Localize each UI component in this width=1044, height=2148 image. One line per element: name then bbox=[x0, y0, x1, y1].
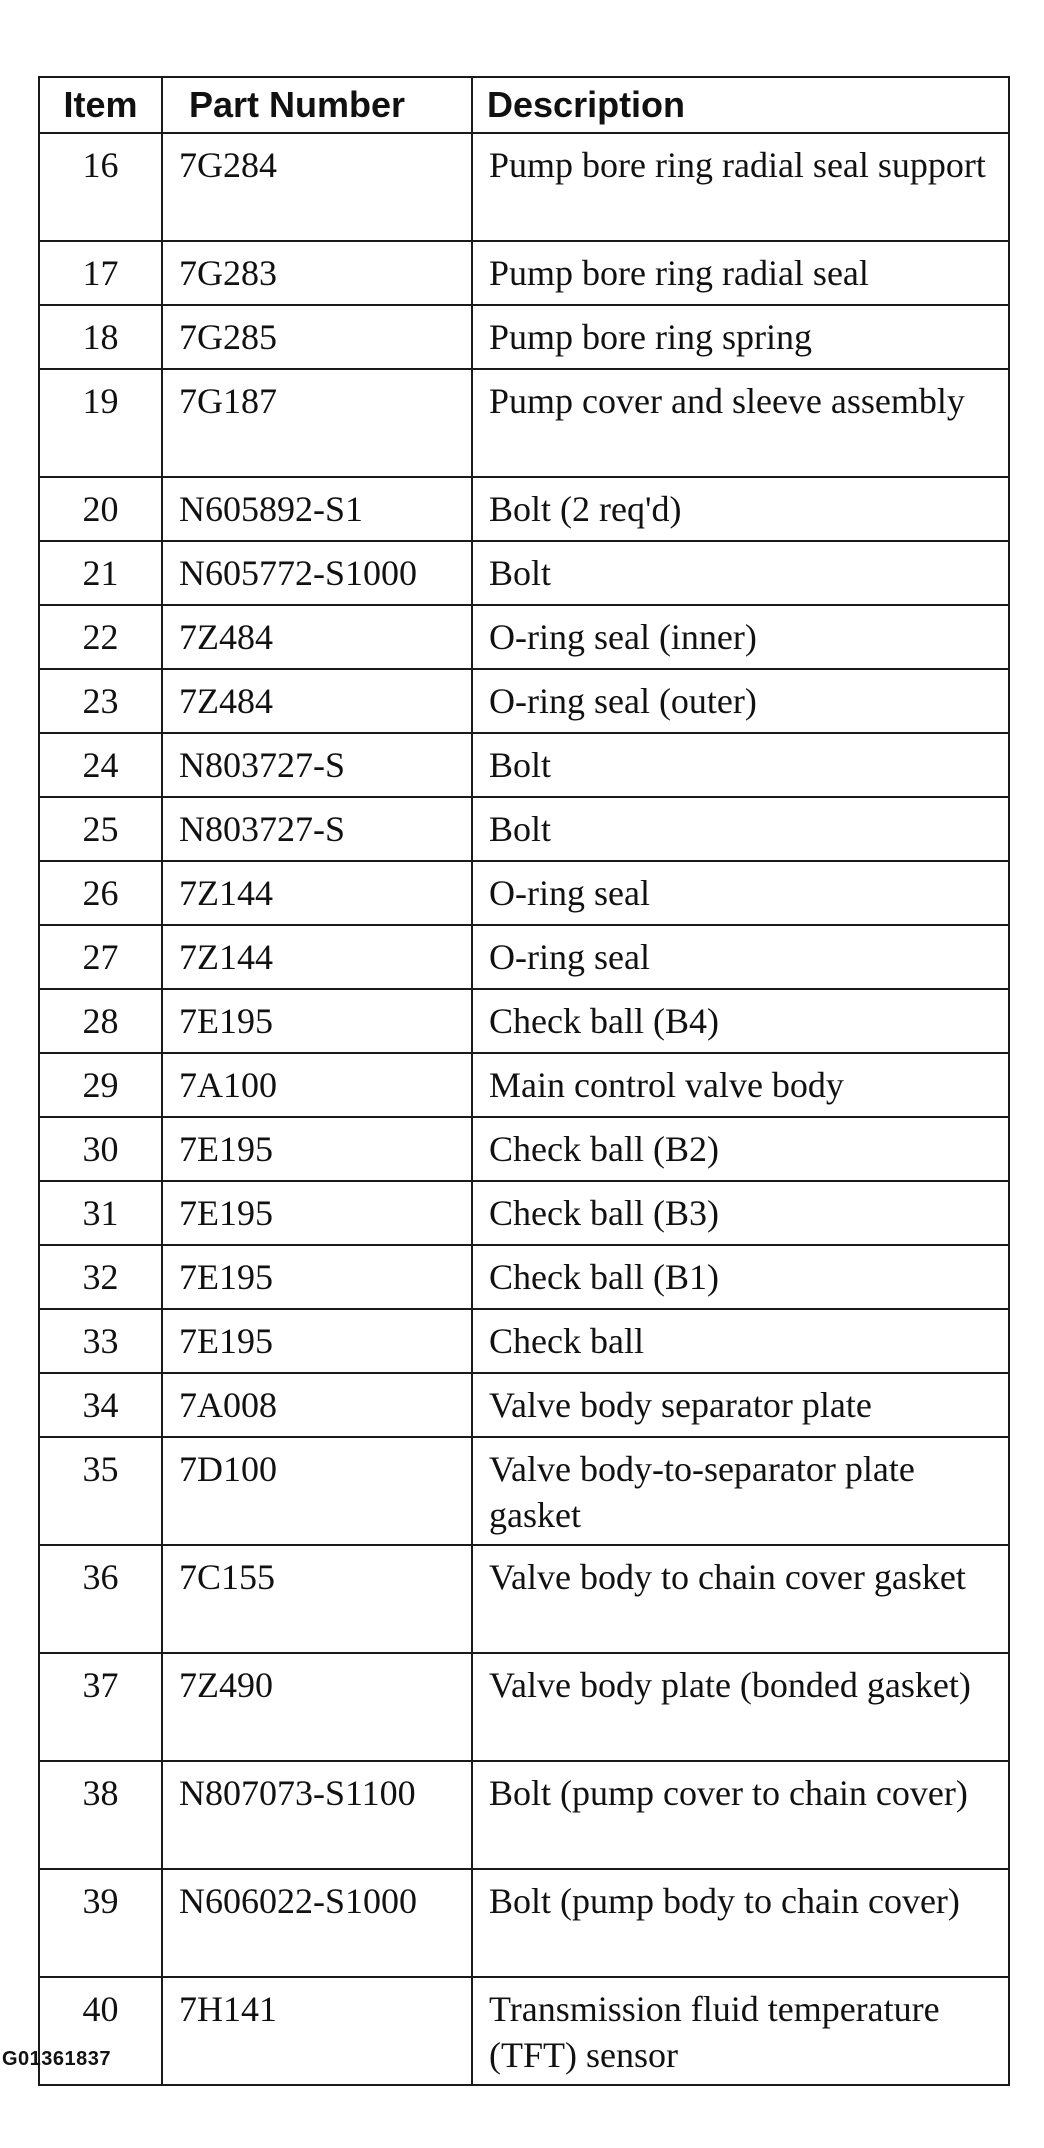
table-row bbox=[39, 1977, 1009, 2085]
item-cell: 31 bbox=[39, 1181, 162, 1245]
part-number-cell: N803727-S bbox=[162, 733, 472, 797]
item-cell: 30 bbox=[39, 1117, 162, 1181]
item-cell: 27 bbox=[39, 925, 162, 989]
table-row bbox=[39, 241, 1009, 305]
part-number-cell: N605892-S1 bbox=[162, 477, 472, 541]
table-row bbox=[39, 925, 1009, 989]
item-cell: 26 bbox=[39, 861, 162, 925]
description-cell: Bolt (2 req'd) bbox=[472, 477, 1009, 541]
table-row bbox=[39, 1653, 1009, 1761]
table-row bbox=[39, 1117, 1009, 1181]
part-number-cell: N803727-S bbox=[162, 797, 472, 861]
item-cell: 37 bbox=[39, 1653, 162, 1761]
column-header-part-number: Part Number bbox=[162, 77, 472, 133]
figure-id: G01361837 bbox=[2, 2048, 112, 2070]
description-cell: Check ball (B3) bbox=[472, 1181, 1009, 1245]
description-cell: O-ring seal bbox=[472, 925, 1009, 989]
table-row bbox=[39, 1373, 1009, 1437]
part-number-cell: 7E195 bbox=[162, 1181, 472, 1245]
part-number-cell: 7A008 bbox=[162, 1373, 472, 1437]
part-number-cell: 7Z484 bbox=[162, 605, 472, 669]
part-number-cell: 7E195 bbox=[162, 989, 472, 1053]
item-cell: 38 bbox=[39, 1761, 162, 1869]
description-cell: Check ball (B2) bbox=[472, 1117, 1009, 1181]
part-number-cell: 7A100 bbox=[162, 1053, 472, 1117]
description-cell: Valve body to chain cover gasket bbox=[472, 1545, 1009, 1653]
table-row bbox=[39, 1181, 1009, 1245]
part-number-cell: N606022-S1000 bbox=[162, 1869, 472, 1977]
table-row bbox=[39, 541, 1009, 605]
description-cell: Main control valve body bbox=[472, 1053, 1009, 1117]
part-number-cell: 7Z144 bbox=[162, 861, 472, 925]
item-cell: 24 bbox=[39, 733, 162, 797]
table-row bbox=[39, 669, 1009, 733]
item-cell: 33 bbox=[39, 1309, 162, 1373]
item-cell: 20 bbox=[39, 477, 162, 541]
description-cell: Bolt bbox=[472, 541, 1009, 605]
part-number-cell: 7Z144 bbox=[162, 925, 472, 989]
part-number-cell: 7H141 bbox=[162, 1977, 472, 2085]
item-cell: 23 bbox=[39, 669, 162, 733]
part-number-cell: 7Z484 bbox=[162, 669, 472, 733]
description-cell: Valve body-to-separator plate gasket bbox=[472, 1437, 1009, 1545]
item-cell: 39 bbox=[39, 1869, 162, 1977]
part-number-cell: 7E195 bbox=[162, 1309, 472, 1373]
table-row bbox=[39, 1761, 1009, 1869]
table-row bbox=[39, 861, 1009, 925]
description-cell: Pump cover and sleeve assembly bbox=[472, 369, 1009, 477]
description-cell: Bolt (pump body to chain cover) bbox=[472, 1869, 1009, 1977]
part-number-cell: 7G283 bbox=[162, 241, 472, 305]
part-number-cell: 7Z490 bbox=[162, 1653, 472, 1761]
part-number-cell: 7C155 bbox=[162, 1545, 472, 1653]
item-cell: 19 bbox=[39, 369, 162, 477]
table-row bbox=[39, 1869, 1009, 1977]
part-number-cell: 7G284 bbox=[162, 133, 472, 241]
item-cell: 35 bbox=[39, 1437, 162, 1545]
description-cell: Bolt (pump cover to chain cover) bbox=[472, 1761, 1009, 1869]
table-row bbox=[39, 989, 1009, 1053]
part-number-cell: 7E195 bbox=[162, 1245, 472, 1309]
description-cell: Transmission fluid temperature (TFT) sensor bbox=[472, 1977, 1009, 2085]
item-cell: 29 bbox=[39, 1053, 162, 1117]
description-cell: Check ball (B1) bbox=[472, 1245, 1009, 1309]
table-row bbox=[39, 477, 1009, 541]
item-cell: 40 bbox=[39, 1977, 162, 2085]
description-cell: Check ball bbox=[472, 1309, 1009, 1373]
item-cell: 32 bbox=[39, 1245, 162, 1309]
description-cell: O-ring seal bbox=[472, 861, 1009, 925]
item-cell: 28 bbox=[39, 989, 162, 1053]
description-cell: Pump bore ring spring bbox=[472, 305, 1009, 369]
item-cell: 36 bbox=[39, 1545, 162, 1653]
description-cell: Bolt bbox=[472, 733, 1009, 797]
part-number-cell: 7E195 bbox=[162, 1117, 472, 1181]
description-cell: Pump bore ring radial seal bbox=[472, 241, 1009, 305]
item-cell: 22 bbox=[39, 605, 162, 669]
table-row bbox=[39, 369, 1009, 477]
column-header-item: Item bbox=[39, 77, 162, 133]
table-row bbox=[39, 1309, 1009, 1373]
item-cell: 25 bbox=[39, 797, 162, 861]
table-row bbox=[39, 605, 1009, 669]
table-row bbox=[39, 1437, 1009, 1545]
part-number-cell: 7G187 bbox=[162, 369, 472, 477]
table-row bbox=[39, 1545, 1009, 1653]
description-cell: Valve body separator plate bbox=[472, 1373, 1009, 1437]
table-row bbox=[39, 133, 1009, 241]
table-row bbox=[39, 305, 1009, 369]
part-number-cell: N807073-S1100 bbox=[162, 1761, 472, 1869]
column-header-description: Description bbox=[472, 77, 1009, 133]
item-cell: 34 bbox=[39, 1373, 162, 1437]
parts-table bbox=[38, 76, 1010, 2086]
description-cell: Valve body plate (bonded gasket) bbox=[472, 1653, 1009, 1761]
item-cell: 18 bbox=[39, 305, 162, 369]
item-cell: 17 bbox=[39, 241, 162, 305]
description-cell: O-ring seal (outer) bbox=[472, 669, 1009, 733]
table-row bbox=[39, 1053, 1009, 1117]
part-number-cell: N605772-S1000 bbox=[162, 541, 472, 605]
item-cell: 21 bbox=[39, 541, 162, 605]
description-cell: O-ring seal (inner) bbox=[472, 605, 1009, 669]
description-cell: Bolt bbox=[472, 797, 1009, 861]
item-cell: 16 bbox=[39, 133, 162, 241]
part-number-cell: 7G285 bbox=[162, 305, 472, 369]
table-row bbox=[39, 733, 1009, 797]
description-cell: Pump bore ring radial seal support bbox=[472, 133, 1009, 241]
part-number-cell: 7D100 bbox=[162, 1437, 472, 1545]
table-row bbox=[39, 1245, 1009, 1309]
header-row bbox=[39, 77, 1009, 133]
table-row bbox=[39, 797, 1009, 861]
description-cell: Check ball (B4) bbox=[472, 989, 1009, 1053]
